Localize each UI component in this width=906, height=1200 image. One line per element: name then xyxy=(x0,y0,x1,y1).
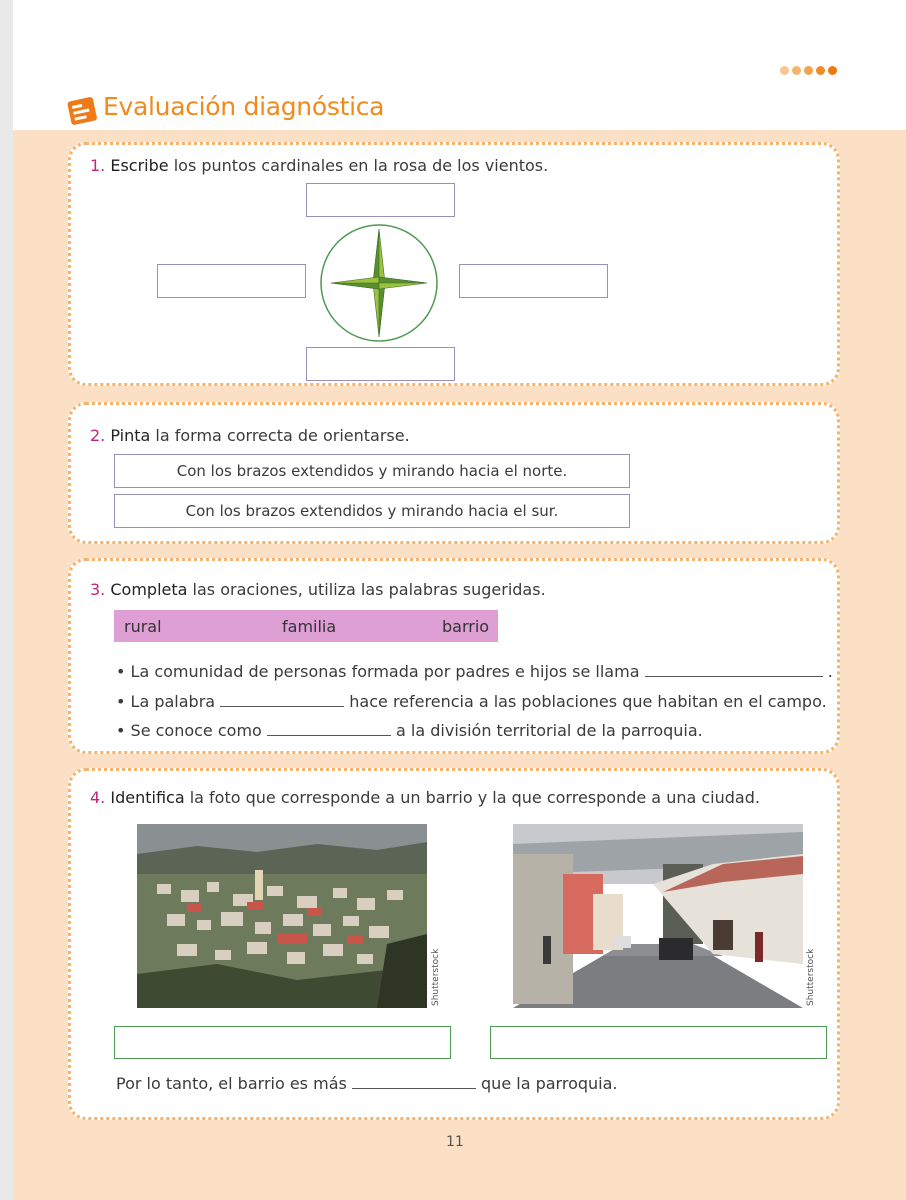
progress-dot xyxy=(780,66,789,75)
bullet: • xyxy=(116,662,126,681)
progress-dots xyxy=(780,66,837,75)
progress-dot xyxy=(804,66,813,75)
evaluation-icon xyxy=(66,94,98,126)
question-text: las oraciones, utiliza las palabras sugeridas. xyxy=(187,580,546,599)
sentence-3 xyxy=(116,721,703,740)
word-bank-item: rural xyxy=(124,617,162,636)
conclusion-sentence xyxy=(116,1074,617,1093)
question-4-prompt xyxy=(90,788,760,807)
left-strip xyxy=(0,0,13,1200)
progress-dot xyxy=(828,66,837,75)
progress-dot xyxy=(816,66,825,75)
photo-credit: Shutterstock xyxy=(806,948,816,1006)
city-photo xyxy=(137,824,427,1008)
north-answer-box[interactable] xyxy=(306,183,455,217)
city-photo-answer-box[interactable] xyxy=(114,1026,451,1059)
question-2-prompt xyxy=(90,426,410,445)
sentence-text: Se conoce como xyxy=(130,721,262,740)
bullet: • xyxy=(116,721,126,740)
sentence-1 xyxy=(116,662,833,681)
sentence-text: La comunidad de personas formada por padres e hijos se llama xyxy=(130,662,640,681)
sentence-text: Por lo tanto, el barrio es más xyxy=(116,1074,347,1093)
page-title: Evaluación diagnóstica xyxy=(103,92,385,121)
question-number: 3. xyxy=(90,580,106,599)
page-number: 11 xyxy=(446,1134,464,1150)
east-answer-box[interactable] xyxy=(459,264,608,298)
question-text: los puntos cardinales en la rosa de los vientos. xyxy=(168,156,549,175)
question-number: 1. xyxy=(90,156,106,175)
sentence-text: . xyxy=(827,662,833,681)
sentence-text: hace referencia a las poblaciones que habitan en el campo. xyxy=(349,692,827,711)
answer-blank[interactable] xyxy=(220,705,344,707)
photo-credit: Shutterstock xyxy=(431,948,441,1006)
question-verb: Escribe xyxy=(110,156,169,175)
question-1-prompt xyxy=(90,156,548,175)
answer-blank[interactable] xyxy=(267,734,391,736)
question-verb: Pinta xyxy=(110,426,151,445)
question-text: la forma correcta de orientarse. xyxy=(150,426,410,445)
answer-blank[interactable] xyxy=(352,1087,476,1089)
answer-blank[interactable] xyxy=(645,675,823,677)
neighborhood-photo xyxy=(513,824,803,1008)
progress-dot xyxy=(792,66,801,75)
sentence-text: La palabra xyxy=(130,692,216,711)
question-3-prompt xyxy=(90,580,546,599)
sentence-2 xyxy=(116,692,827,711)
sentence-text: a la división territorial de la parroquia. xyxy=(396,721,703,740)
sentence-text: que la parroquia. xyxy=(481,1074,618,1093)
word-bank xyxy=(114,610,498,642)
west-answer-box[interactable] xyxy=(157,264,306,298)
word-bank-item: barrio xyxy=(442,617,490,636)
neighborhood-photo-answer-box[interactable] xyxy=(490,1026,827,1059)
question-number: 2. xyxy=(90,426,106,445)
option-south[interactable]: Con los brazos extendidos y mirando hacia el sur. xyxy=(114,494,630,528)
south-answer-box[interactable] xyxy=(306,347,455,381)
question-verb: Completa xyxy=(110,580,188,599)
question-text: la foto que corresponde a un barrio y la que corresponde a una ciudad. xyxy=(184,788,760,807)
question-number: 4. xyxy=(90,788,106,807)
bullet: • xyxy=(116,692,126,711)
word-bank-item: familia xyxy=(282,617,337,636)
question-verb: Identifica xyxy=(110,788,185,807)
option-north[interactable]: Con los brazos extendidos y mirando hacia el norte. xyxy=(114,454,630,488)
compass-rose xyxy=(319,223,439,343)
